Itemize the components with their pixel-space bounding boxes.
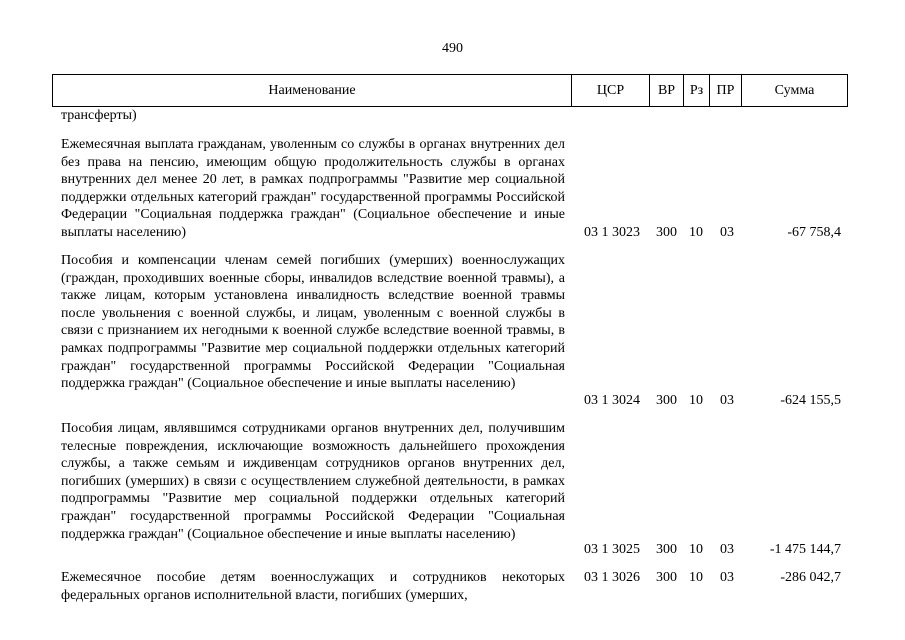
row-sum: -624 155,5 [780, 393, 841, 409]
row-csr: 03 1 3025 [584, 542, 640, 558]
row-pr: 03 [720, 393, 734, 409]
row-csr: 03 1 3023 [584, 225, 640, 241]
row-rz: 10 [689, 570, 703, 586]
row-pr: 03 [720, 542, 734, 558]
row-rz: 10 [689, 393, 703, 409]
row-vr: 300 [656, 542, 677, 558]
table-row [61, 420, 841, 559]
row-pr: 03 [720, 225, 734, 241]
header-pr: ПР [709, 75, 741, 106]
row-name: Пособия и компенсации членам семей погибших (умерших) военнослужащих (граждан, проходивших военные сборы, инвалидов вследствие военной травмы), а также лицам, которым установлена инвалидность вследствие военной травмы после увольнения с военной службы, и лицам, уволенным с военной службы в связи с признанием их негодными к военной службе вследствие военной травмы, в рамках подпрограммы "Развитие мер социальной поддержки отдельных категорий граждан" государственной программы Российской Федерации "Социальная поддержка граждан" (Социальное обеспечение и иные выплаты населению) [61, 253, 565, 392]
row-sum: -1 475 144,7 [769, 542, 841, 558]
row-pr: 03 [720, 570, 734, 586]
row-name: Пособия лицам, являвшимся сотрудниками органов внутренних дел, получившим телесные повреждения, исключающие возможность дальнейшего прохождения службы, а также семьям и иждивенцам сотрудников органов внутренних дел, погибших (умерших) в связи с осуществлением служебной деятельности, в рамках подпрограммы "Развитие мер социальной поддержки отдельных категорий граждан" государственной программы Российской Федерации "Социальная поддержка граждан" (Социальное обеспечение и иные выплаты населению) [61, 421, 565, 542]
page-number: 490 [442, 41, 463, 56]
row-csr: 03 1 3026 [584, 570, 640, 586]
row-rz: 10 [689, 542, 703, 558]
row-vr: 300 [656, 225, 677, 241]
row-vr: 300 [656, 393, 677, 409]
row-csr: 03 1 3024 [584, 393, 640, 409]
row-sum: -286 042,7 [780, 570, 841, 586]
table-header [52, 74, 848, 107]
row-rz: 10 [689, 225, 703, 241]
header-sum: Сумма [741, 75, 847, 106]
header-rz: Рз [683, 75, 709, 106]
header-name: Наименование [268, 82, 356, 98]
continuation-text: трансферты) [61, 108, 137, 123]
table-row [61, 252, 841, 410]
header-vr: ВР [649, 75, 683, 106]
header-csr: ЦСР [571, 75, 649, 106]
row-name: Ежемесячная выплата гражданам, уволенным со службы в органах внутренних дел без права на пенсию, имеющим общую продолжительность службы в органах внутренних дел менее 20 лет, в рамках подпрограммы "Развитие мер социальной поддержки отдельных категорий граждан" государственной программы Российской Федерации "Социальная поддержка граждан" (Социальное обеспечение и иные выплаты населению) [61, 137, 565, 240]
row-sum: -67 758,4 [787, 225, 841, 241]
table-row [61, 569, 841, 605]
row-name: Ежемесячное пособие детям военнослужащих и сотрудников некоторых федеральных органов исполнительной власти, погибших (умерших, [61, 570, 565, 603]
table-row [61, 136, 841, 242]
row-vr: 300 [656, 570, 677, 586]
